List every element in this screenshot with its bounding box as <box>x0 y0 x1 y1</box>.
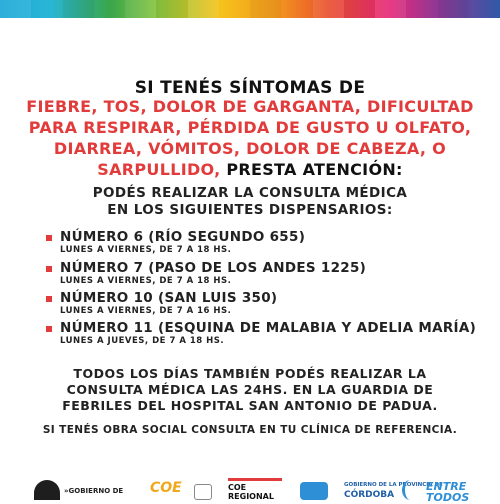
logo-strip <box>0 468 500 504</box>
coe-regional-logo <box>228 478 282 501</box>
dispensary-name: NÚMERO 11 (ESQUINA DE MALABIA Y ADELIA MARÍA) <box>60 320 477 336</box>
dispensary-hours: LUNES A VIERNES, DE 7 A 18 HS. <box>60 276 232 286</box>
footer-line-3: FEBRILES DEL HOSPITAL SAN ANTONIO DE PADUA. <box>62 398 438 413</box>
entre-todos-line-1: ENTRE <box>426 480 467 493</box>
symptoms-line-2: PARA RESPIRAR, PÉRDIDA DE GUSTO U OLFATO, <box>28 118 472 137</box>
obra-social-note: SI TENÉS OBRA SOCIAL CONSULTA EN TU CLÍNICA DE REFERENCIA. <box>42 424 458 436</box>
provincial-seal-icon <box>300 482 328 500</box>
dispensary-name: NÚMERO 10 (SAN LUIS 350) <box>60 290 278 306</box>
coe-logo-icon <box>194 484 212 500</box>
symptoms-line-4 <box>0 160 500 179</box>
footer-line-2: CONSULTA MÉDICA LAS 24HS. EN LA GUARDIA DE <box>66 382 434 397</box>
footer-line-1: TODOS LOS DÍAS TAMBIÉN PODÉS REALIZAR LA <box>73 366 427 381</box>
decorative-color-band <box>0 0 500 18</box>
coe-logo-text: COE <box>150 480 182 496</box>
entre-todos-arc-icon <box>402 480 419 500</box>
dispensary-name: NÚMERO 7 (PASO DE LOS ANDES 1225) <box>60 260 367 276</box>
provincia-line-1: GOBIERNO DE LA PROVINCIA DE <box>344 482 443 488</box>
bullet-icon <box>46 296 52 302</box>
bullet-icon <box>46 235 52 241</box>
heading: SI TENÉS SÍNTOMAS DE <box>134 78 366 98</box>
dispensary-name: NÚMERO 6 (RÍO SEGUNDO 655) <box>60 229 306 245</box>
municipio-logo-text: »GOBIERNO DE <box>64 487 124 495</box>
coe-logo <box>150 480 182 496</box>
dispensary-hours: LUNES A JUEVES, DE 7 A 18 HS. <box>60 336 225 346</box>
intro-line-1: PODÉS REALIZAR LA CONSULTA MÉDICA <box>92 185 408 201</box>
intro-line-2: EN LOS SIGUIENTES DISPENSARIOS: <box>107 202 393 218</box>
building-emblem-icon <box>34 480 60 500</box>
provincia-line-2: CÓRDOBA <box>344 490 395 500</box>
symptoms-line-1: FIEBRE, TOS, DOLOR DE GARGANTA, DIFICULTAD <box>26 97 474 116</box>
entre-todos-line-2: TODOS <box>426 491 470 504</box>
bullet-icon <box>46 266 52 272</box>
attention-label: PRESTA ATENCIÓN: <box>226 160 403 179</box>
coe-regional-line-1: COE <box>228 483 247 492</box>
coe-regional-line-2: REGIONAL <box>228 492 274 501</box>
bullet-icon <box>46 326 52 332</box>
dispensary-hours: LUNES A VIERNES, DE 7 A 18 HS. <box>60 245 232 255</box>
symptoms-line-3: DIARREA, VÓMITOS, DOLOR DE CABEZA, O <box>53 139 447 158</box>
symptoms-last: SARPULLIDO, <box>97 160 221 179</box>
dispensary-hours: LUNES A VIERNES, DE 7 A 16 HS. <box>60 306 232 316</box>
